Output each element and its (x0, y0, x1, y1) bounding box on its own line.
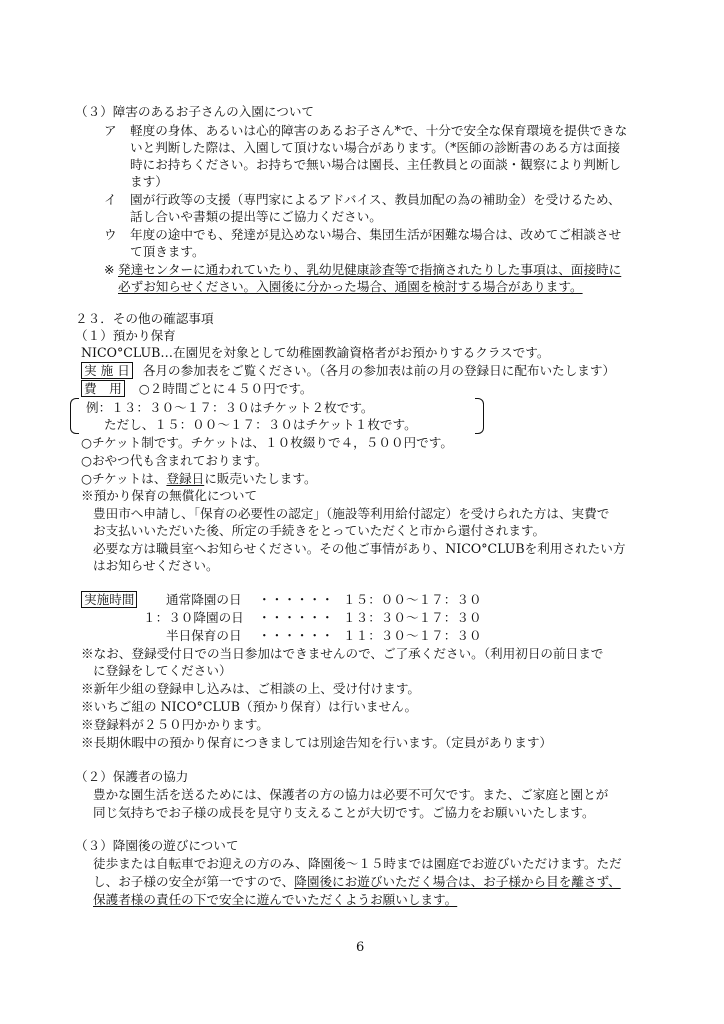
free-childcare-line-2: お支払いいただいた後、所定の手続きをとっていただくと市から還付されます。 (93, 523, 546, 538)
fee-row (81, 380, 313, 397)
free-childcare-line-4: はお知らせください。 (93, 558, 219, 573)
cooperation-line-2: 同じ気持ちでお子様の成長を見守り支えることが大切です。ご協力をお願いいたします。 (93, 805, 595, 820)
note-long-vacation: ※長期休暇中の預かり保育につきましては別途告知を行います。（定員があります） (81, 735, 553, 750)
note-ichigo: ※いちご組の NICO°CLUB（預かり保育）は行いません。 (81, 699, 418, 714)
registration-day: 登録日 (166, 471, 205, 486)
cooperation-line-1: 豊かな園生活を送るためには、保護者の方の協力は必要不可欠です。また、ご家庭と園とが (93, 787, 609, 802)
time-row-1-name: 通常降園の日 (166, 592, 242, 607)
item-marker-u: ウ (104, 227, 117, 242)
play-line-2 (93, 873, 621, 890)
time-row-3-dots: ・・・・・・ (258, 628, 334, 643)
time-row-2-time: １３：３０～１７：３０ (343, 610, 482, 625)
time-row-3-name: 半日保育の日 (166, 628, 242, 643)
subheading-childcare: （１）預かり保育 (75, 328, 176, 343)
example-line-1: 例：１３：３０～１７：３０はチケット２枚です。 (86, 400, 374, 415)
play-line-2-underlined: 降園後にお遊びいただく場合は、お子様から目を離さず、 (294, 874, 621, 889)
time-row-1-time: １５：００～１７：３０ (343, 592, 482, 607)
bullet-snack: ○おやつ代も含まれております。 (81, 453, 268, 468)
implementation-day-row (81, 362, 615, 379)
example-bracket-right (475, 398, 484, 434)
subheading-parent-cooperation: （２）保護者の協力 (75, 769, 189, 784)
time-row-3-time: １１：３０～１７：３０ (343, 628, 482, 643)
fee-label: 費 用 (81, 380, 125, 397)
section-heading-other: ２３．その他の確認事項 (75, 311, 214, 326)
free-childcare-line-1: 豊田市へ申請し、「保育の必要性の認定」（施設等利用給付認定）を受けられた方は、実費で (93, 506, 610, 521)
fee-text: ○２時間ごとに４５０円です。 (138, 381, 313, 396)
item-marker-a: ア (104, 123, 117, 138)
note-sameday: ※なお、登録受付日での当日参加はできませんので、ご了承ください。（利用初日の前日まで (81, 646, 604, 661)
subheading-after-school-play: （３）降園後の遊びについて (75, 838, 239, 853)
play-line-2-prefix: し、お子様の安全が第一ですので、 (93, 874, 295, 889)
example-line-2: ただし、１５：００～１７：３０はチケット１枚です。 (104, 417, 417, 432)
free-childcare-line-3: 必要な方は職員室へお知らせください。その他ご事情があり、NICO°CLUBを利用されたい方 (93, 541, 626, 556)
item-i-line-2: 話し合いや書類の提出等にご協力ください。 (130, 209, 382, 224)
free-childcare-heading: ※預かり保育の無償化について (81, 488, 258, 503)
note-line-2: 必ずお知らせください。入園後に分かった場合、通園を検討する場合があります。 (118, 279, 583, 294)
time-label-cell (81, 591, 137, 608)
note-sameday-cont: に登録をしてください） (93, 663, 232, 678)
note-new-nursery: ※新年少組の登録申し込みは、ご相談の上、受け付けます。 (81, 681, 421, 696)
section-heading-disability: （３）障害のあるお子さんの入園について (75, 104, 315, 119)
example-bracket-left (70, 398, 79, 434)
implementation-day-text: 各月の参加表をご覧ください。（各月の参加表は前の月の登録日に配布いたします） (142, 363, 616, 378)
time-row-2-name: １：３０降園の日 (143, 610, 244, 625)
item-u-line-1: 年度の途中でも、発達が見込めない場合、集団生活が困難な場合は、改めてご相談させ (130, 227, 622, 242)
bullet-ticket-sale (81, 470, 317, 487)
item-u-line-2: て頂きます。 (130, 244, 205, 259)
item-i-line-1: 園が行政等の支援（専門家によるアドバイス、教員加配の為の補助金）を受けるため、 (130, 192, 621, 207)
ticket-sale-suffix: に販売いたします。 (204, 471, 317, 486)
play-line-3: 保護者様の責任の下で安全に遊んでいただくようお願いします。 (93, 892, 458, 907)
item-a-line-2: いと判断した際は、入園して頂けない場合があります。（*医師の診断書のある方は面接 (130, 140, 621, 155)
item-a-line-3: 時にお持ちください。お持ちで無い場合は園長、主任教員との面談・観察により判断し (130, 157, 622, 172)
page-number: 6 (356, 940, 365, 955)
play-line-1: 徒歩または自転車でお迎えの方のみ、降園後～１５時までは園庭でお遊びいただけます。ただ (93, 856, 622, 871)
time-row-1-dots: ・・・・・・ (258, 592, 334, 607)
ticket-sale-prefix: ○チケットは、 (81, 471, 167, 486)
note-line-1: 発達センターに通われていたり、乳幼児健康診査等で指摘されたりした事項は、面接時に (118, 262, 622, 277)
item-a-line-4: ます） (130, 174, 168, 189)
implementation-time-label: 実施時間 (81, 591, 137, 608)
note-marker: ※ (104, 262, 115, 277)
item-marker-i: イ (104, 192, 117, 207)
implementation-day-label: 実 施 日 (81, 362, 133, 379)
nicoclub-intro: NICO°CLUB…在園児を対象として幼稚園教諭資格者がお預かりするクラスです。 (81, 345, 550, 360)
note-registration-fee: ※登録料が２５０円かかります。 (81, 717, 269, 732)
item-a-line-1: 軽度の身体、あるいは心的障害のあるお子さん*で、十分で安全な保育環境を提供できな (130, 123, 628, 138)
bullet-ticket-system: ○チケット制です。チケットは、１０枚綴りで４，５００円です。 (81, 435, 453, 450)
time-row-2-dots: ・・・・・・ (258, 610, 334, 625)
